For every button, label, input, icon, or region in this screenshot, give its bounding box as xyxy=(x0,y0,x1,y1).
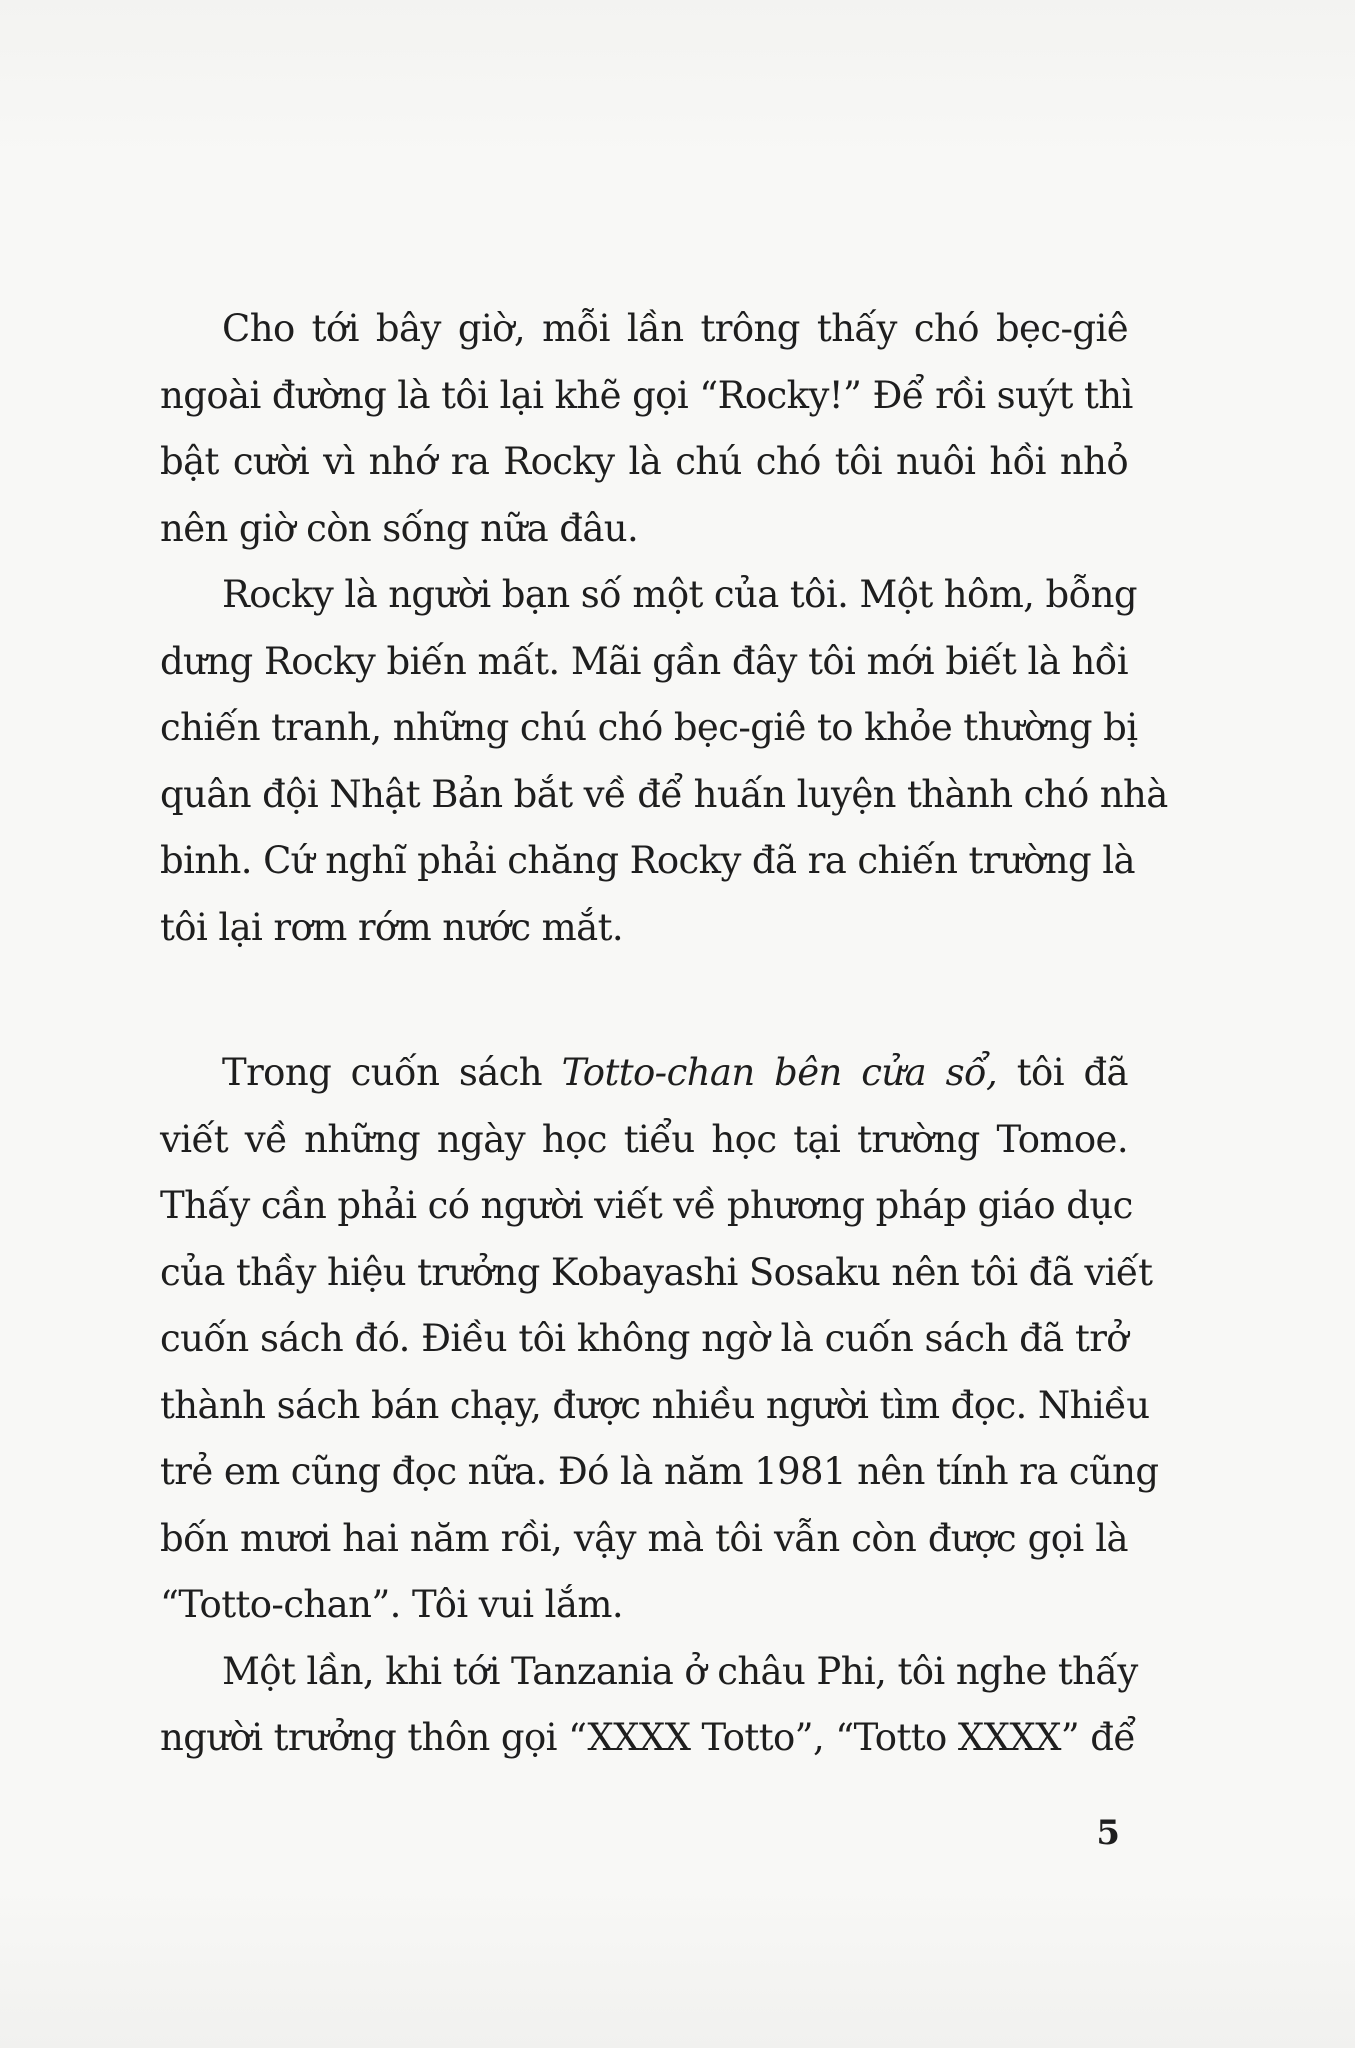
text-line xyxy=(160,1040,1128,1107)
paragraph-rocky-memory xyxy=(160,296,1133,562)
text-line: dưng Rocky biến mất. Mãi gần đây tôi mới biết là hồi xyxy=(160,639,1128,683)
text-line: “Totto-chan”. Tôi vui lắm. xyxy=(160,1583,623,1626)
text-line: của thầy hiệu trưởng Kobayashi Sosaku nên tôi đã viết xyxy=(160,1250,1153,1294)
text-line: trẻ em cũng đọc nữa. Đó là năm 1981 nên tính ra cũng xyxy=(160,1450,1159,1493)
text-line: binh. Cứ nghĩ phải chăng Rocky đã ra chiến trường là xyxy=(160,839,1135,882)
text-line: viết về những ngày học tiểu học tại trường Tomoe. xyxy=(160,1117,1128,1161)
text-line: bốn mươi hai năm rồi, vậy mà tôi vẫn còn được gọi là xyxy=(160,1516,1128,1560)
text-line: cuốn sách đó. Điều tôi không ngờ là cuốn sách đã trở xyxy=(160,1317,1128,1360)
paragraph-totto-chan-book xyxy=(160,1040,1159,1639)
section-2 xyxy=(160,1040,1159,1772)
text-line: bật cười vì nhớ ra Rocky là chú chó tôi nuôi hồi nhỏ xyxy=(160,440,1128,483)
text-line: chiến tranh, những chú chó bẹc-giê to khỏe thường bị xyxy=(160,706,1138,749)
text-line: nên giờ còn sống nữa đâu. xyxy=(160,506,639,550)
text-line: thành sách bán chạy, được nhiều người tìm đọc. Nhiều xyxy=(160,1383,1150,1427)
text-line: ngoài đường là tôi lại khẽ gọi “Rocky!” Để rồi suýt thì xyxy=(160,373,1133,417)
text-line: Thấy cần phải có người viết về phương pháp giáo dục xyxy=(160,1184,1133,1227)
book-title: Totto-chan bên cửa sổ, xyxy=(561,1051,998,1094)
text-line: Rocky là người bạn số một của tôi. Một hôm, bỗng xyxy=(222,573,1137,616)
text-line: Cho tới bây giờ, mỗi lần trông thấy chó bẹc-giê xyxy=(222,307,1128,350)
text-line: tôi lại rơm rớm nước mắt. xyxy=(160,905,624,949)
section-1 xyxy=(160,296,1168,961)
text-line: quân đội Nhật Bản bắt về để huấn luyện thành chó nhà xyxy=(160,772,1168,816)
text-line: Một lần, khi tới Tanzania ở châu Phi, tôi nghe thấy xyxy=(222,1649,1138,1693)
text-run: Trong cuốn sách xyxy=(222,1051,562,1094)
text-run: tôi đã xyxy=(997,1051,1129,1094)
text-line: người trưởng thôn gọi “XXXX Totto”, “Totto XXXX” để xyxy=(160,1716,1136,1759)
page-number: 5 xyxy=(1096,1813,1120,1853)
paragraph-tanzania xyxy=(160,1639,1138,1772)
paragraph-rocky-disappeared xyxy=(160,562,1168,961)
